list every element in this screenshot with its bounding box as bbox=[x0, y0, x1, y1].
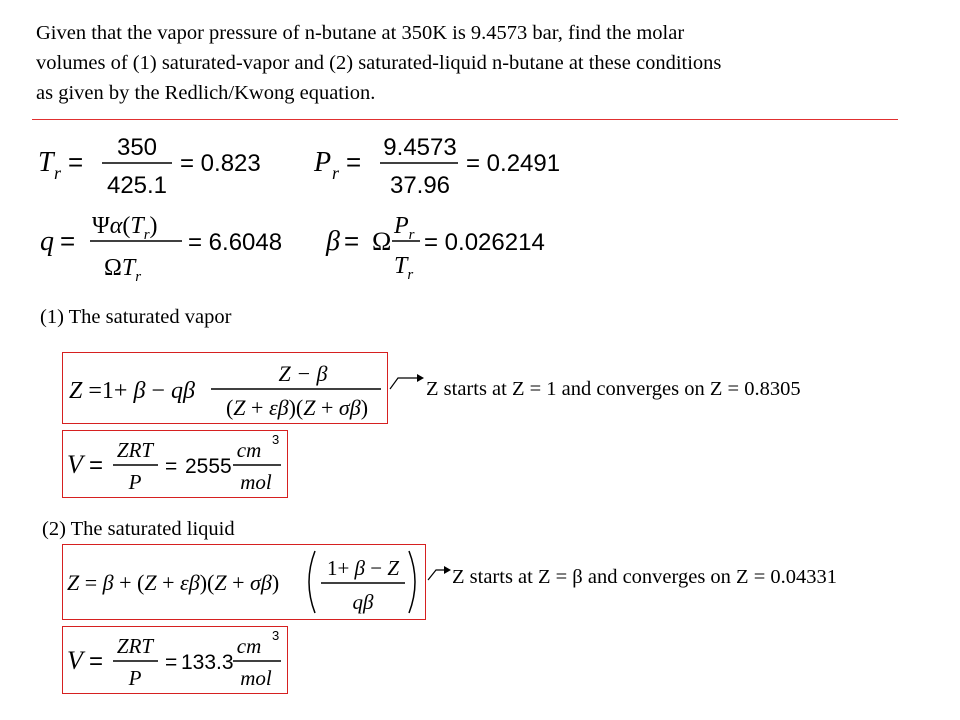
vapor-volume-value: 2555 bbox=[185, 455, 232, 478]
vapor-convergence-note: Z starts at Z = 1 and converges on Z = 0.8305 bbox=[426, 378, 801, 400]
svg-text:Pr: $P_r$ bbox=[394, 213, 415, 243]
svg-text:Ψα(Tr): $\Psi\alpha(T_r)$ bbox=[92, 213, 158, 243]
svg-text:=: = bbox=[346, 147, 362, 177]
svg-text:3: 3 bbox=[272, 432, 280, 447]
svg-text:P: P bbox=[314, 147, 332, 178]
svg-text:=: = bbox=[165, 455, 178, 478]
liquid-z-equation bbox=[63, 545, 425, 619]
svg-text:ΩTr: $\Omega T_r$ bbox=[104, 255, 142, 285]
vapor-z-equation-box bbox=[62, 352, 388, 424]
pr-equation bbox=[313, 134, 560, 199]
vapor-volume-equation bbox=[63, 431, 287, 497]
svg-text:=: = bbox=[89, 452, 104, 479]
svg-text:r: r bbox=[54, 163, 62, 183]
problem-line-3: as given by the Redlich/Kwong equation. bbox=[36, 82, 376, 104]
tr-numerator: 350 bbox=[116, 134, 158, 161]
svg-text:(Z + εβ)(Z + σβ): (Z + εβ)(Z + σβ) bbox=[225, 395, 369, 420]
liquid-volume-equation bbox=[63, 627, 287, 693]
svg-text:r: r bbox=[332, 163, 340, 183]
svg-text:=: = bbox=[165, 651, 178, 674]
liquid-volume-box bbox=[62, 626, 288, 694]
tr-denominator: 425.1 bbox=[106, 172, 168, 199]
svg-text:=: = bbox=[60, 226, 76, 256]
problem-line-2: volumes of (1) saturated-vapor and (2) saturated-liquid n-butane at these conditions bbox=[36, 52, 722, 74]
liquid-convergence-note: Z starts at Z = β and converges on Z = 0.04331 bbox=[452, 566, 838, 588]
pr-numerator: 9.4573 bbox=[383, 134, 457, 161]
q-equation bbox=[40, 213, 282, 285]
svg-text:Z = β + (Z + εβ)(Z + σβ): Z = β + (Z + εβ)(Z + σβ) bbox=[67, 570, 280, 595]
liquid-heading: (2) The saturated liquid bbox=[42, 518, 235, 540]
svg-text:3: 3 bbox=[272, 628, 280, 643]
beta-value: = 0.026214 bbox=[424, 229, 545, 256]
svg-text:ZRT: ZRT bbox=[116, 438, 154, 462]
svg-text:=: = bbox=[344, 226, 360, 256]
svg-text:=: = bbox=[89, 648, 104, 675]
svg-text:V: V bbox=[67, 450, 83, 479]
svg-text:ZRT: ZRT bbox=[116, 634, 154, 658]
pr-denominator: 37.96 bbox=[389, 172, 451, 199]
svg-text:Ω: Ω bbox=[372, 227, 392, 256]
svg-text:Z − β: Z − β bbox=[278, 361, 328, 386]
svg-text:mol: mol bbox=[240, 666, 272, 690]
svg-text:T: T bbox=[38, 147, 54, 178]
svg-text:q: q bbox=[40, 226, 54, 257]
svg-text:P: P bbox=[128, 666, 142, 690]
svg-text:qβ: qβ bbox=[352, 590, 374, 614]
svg-text:β: β bbox=[326, 226, 340, 257]
problem-line-1: Given that the vapor pressure of n-butane at 350K is 9.4573 bar, find the molar bbox=[36, 22, 685, 44]
tr-value: = 0.823 bbox=[180, 150, 261, 177]
svg-text:cm: cm bbox=[236, 634, 262, 658]
svg-text:P: P bbox=[128, 470, 142, 494]
svg-text:mol: mol bbox=[240, 470, 272, 494]
svg-text:cm: cm bbox=[236, 438, 262, 462]
tr-equation bbox=[38, 134, 261, 199]
q-value: = 6.6048 bbox=[188, 229, 283, 256]
svg-text:Z =1+ β − qβ: Z =1+ β − qβ bbox=[69, 378, 195, 404]
svg-text:V: V bbox=[67, 646, 83, 675]
vapor-volume-box bbox=[62, 430, 288, 498]
svg-text:Tr: $T_r$ bbox=[394, 253, 414, 283]
svg-text:=: = bbox=[68, 147, 84, 177]
svg-text:1+ β − Z: 1+ β − Z bbox=[326, 556, 400, 580]
vapor-heading: (1) The saturated vapor bbox=[40, 306, 232, 328]
vapor-z-equation bbox=[63, 353, 387, 423]
beta-equation bbox=[325, 213, 545, 283]
liquid-volume-value: 133.3 bbox=[181, 651, 234, 674]
pr-value: = 0.2491 bbox=[466, 150, 561, 177]
liquid-z-equation-box bbox=[62, 544, 426, 620]
